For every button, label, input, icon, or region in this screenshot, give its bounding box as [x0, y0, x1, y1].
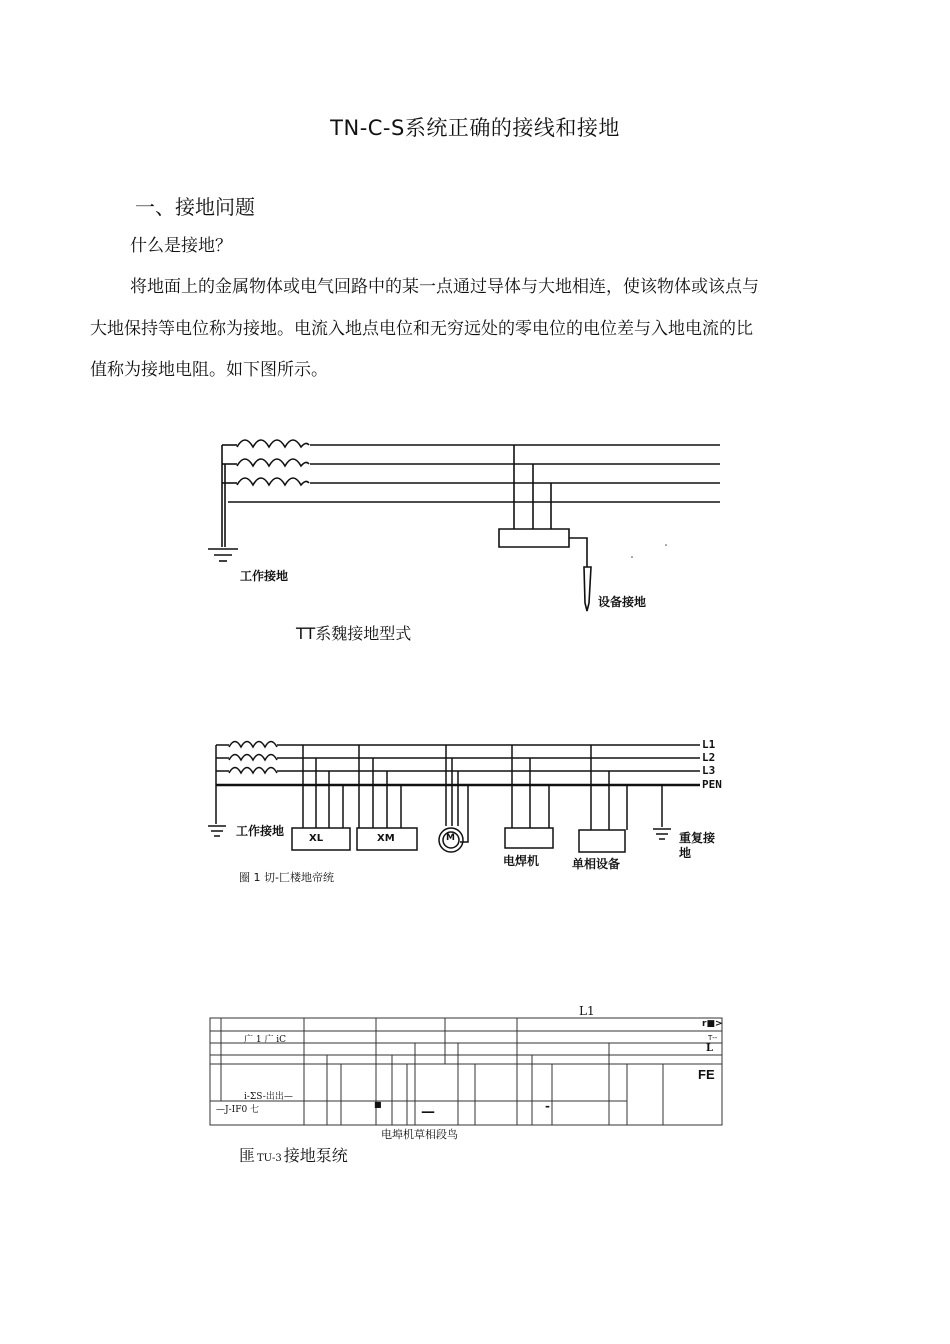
tncs-t-label: T‑‑ — [708, 1034, 718, 1042]
tt-work-ground-label: 工作接地 — [240, 569, 289, 583]
repeat-ground-label-2: 地 — [679, 846, 692, 860]
motor-label: M — [446, 833, 455, 843]
tncs-caption-suffix: 接地泵统 — [283, 1146, 348, 1165]
tncs-fe-label: FE — [698, 1067, 715, 1082]
section-heading: 一、接地问题 — [135, 195, 255, 219]
tncs-marker-1: ■ — [374, 1100, 382, 1109]
question-text: 什么是接地？ — [130, 236, 232, 256]
tnc-pen-label: PEN — [702, 778, 722, 791]
tt-caption: TT系魏接地型式 — [296, 624, 412, 643]
tncs-row3-label: —J-IF0 七 — [216, 1105, 260, 1115]
tncs-marker-3: - — [545, 1099, 550, 1113]
tt-equipment-ground-label: 设备接地 — [598, 595, 647, 609]
tncs-caption-small: TU-3 — [257, 1153, 282, 1164]
tncs-l-label: L — [706, 1043, 714, 1054]
tnc-l2-label: L2 — [702, 751, 716, 764]
paragraph-line-3: 值称为接地电阻。如下图所示。 — [90, 360, 328, 380]
tnc-l3-label: L3 — [702, 764, 716, 777]
tnc-work-ground-label: 工作接地 — [236, 824, 285, 838]
welder-label: 电焊机 — [503, 854, 540, 868]
single-phase-label: 单相设备 — [572, 857, 621, 871]
xm-label: XM — [377, 833, 395, 844]
paragraph-line-2: 大地保持等电位称为接地。电流入地点电位和无穷远处的零电位的电位差与入地电流的比 — [90, 319, 753, 339]
repeat-ground-label: 重复接 — [679, 831, 716, 845]
tncs-marker-2: — — [421, 1104, 435, 1120]
tnc-l1-label: L1 — [702, 738, 716, 751]
tncs-frame — [210, 1018, 722, 1125]
tncs-row2-label: i-ΣS-出出— — [244, 1092, 293, 1102]
paragraph-line-1: 将地面上的金属物体或电气回路中的某一点通过导体与大地相连，使该物体或该点与 — [130, 277, 759, 297]
tncs-caption — [239, 1143, 348, 1166]
tncs-r-label: r■> — [702, 1019, 723, 1029]
tncs-caption-prefix: 匪 — [239, 1146, 256, 1165]
tncs-inner-caption: 电埠机草相段鸟 — [381, 1128, 458, 1141]
tnc-caption: 圈 1 切-匚楼地帝统 — [239, 871, 334, 884]
tncs-row1-label: 广 1 广 iC — [244, 1035, 287, 1045]
tncs-l1-label: L1 — [579, 1004, 595, 1018]
xl-label: XL — [309, 833, 324, 844]
page-title: TN-C-S系统正确的接线和接地 — [330, 116, 620, 140]
